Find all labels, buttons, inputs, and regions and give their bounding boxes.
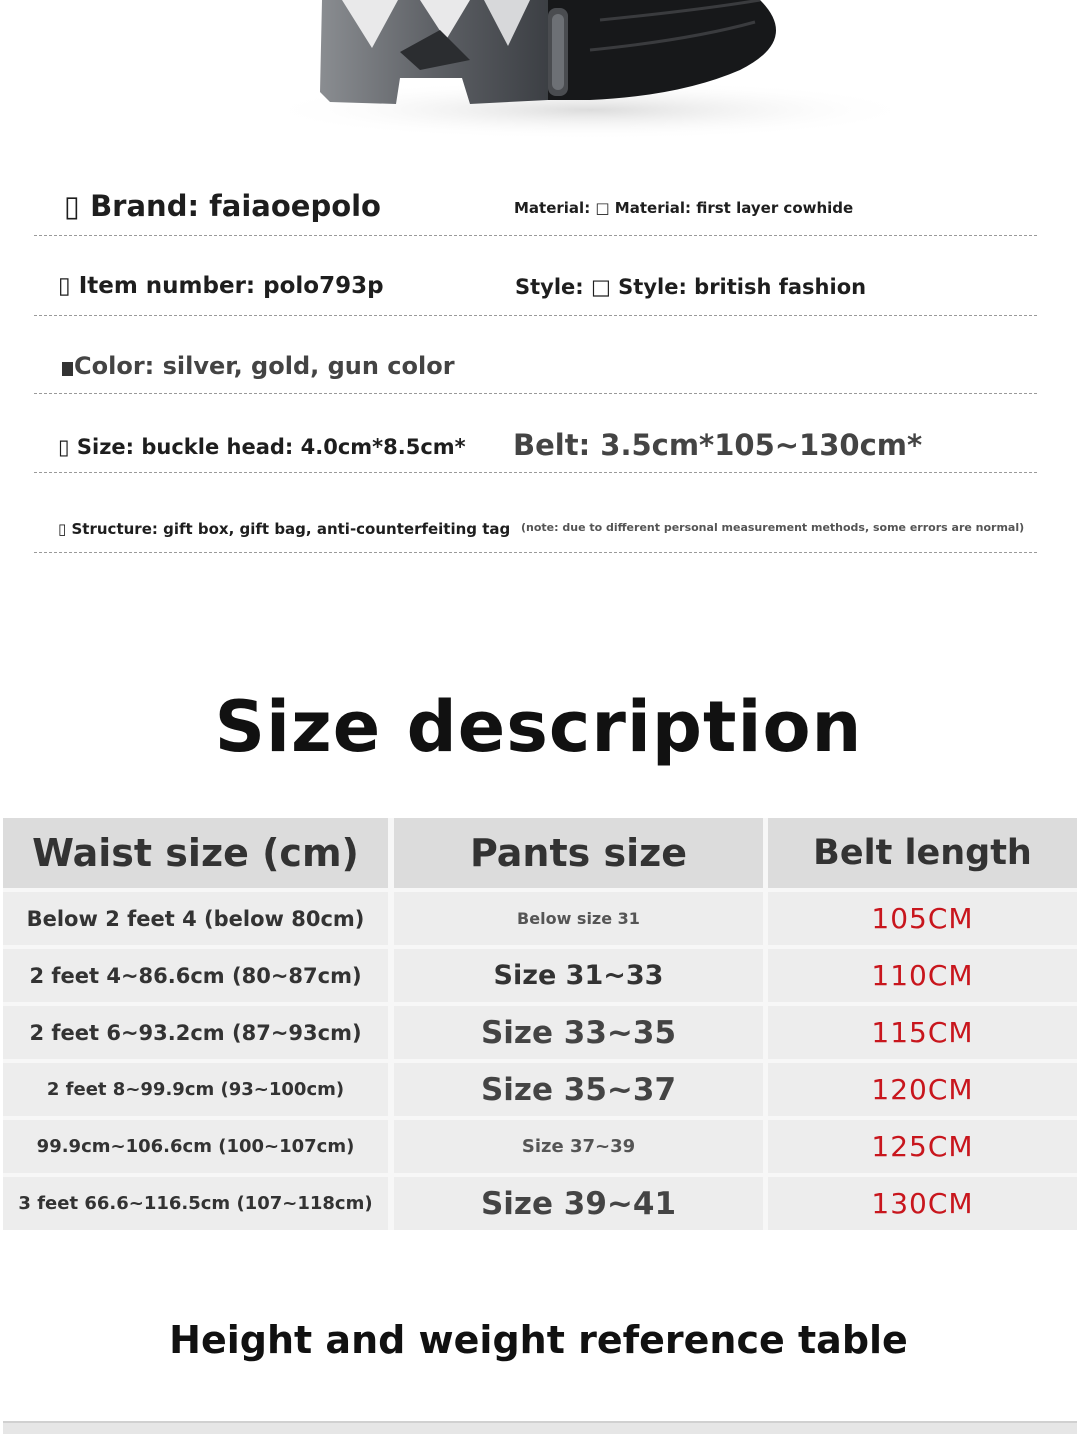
color-text: Color: silver, gold, gun color (74, 352, 455, 380)
table-cell-belt-length: 115CM (768, 1006, 1077, 1059)
size-description-title: Size description (214, 686, 863, 768)
table-cell-belt-length: 125CM (768, 1120, 1077, 1173)
size-table (3, 818, 1077, 1230)
table-cell-waist: 2 feet 4~86.6cm (80~87cm) (3, 949, 388, 1002)
belt-size-text: Belt: 3.5cm*105~130cm* (513, 428, 923, 462)
material-text: Material: □ Material: first layer cowhide (514, 199, 854, 217)
buckle-size-text: Size: buckle head: 4.0cm*8.5cm* (76, 435, 466, 459)
spec-row-item (34, 255, 1037, 316)
color-swatch-icon (62, 362, 73, 376)
structure-text: Structure: gift box, gift bag, anti-counterfeiting tag (71, 520, 511, 538)
table-cell-pants: Size 35~37 (394, 1063, 763, 1116)
table-cell-pants: Size 37~39 (394, 1120, 763, 1173)
table-cell-waist: 3 feet 66.6~116.5cm (107~118cm) (3, 1177, 388, 1230)
table-cell-pants: Size 39~41 (394, 1177, 763, 1230)
table-cell-waist: 2 feet 8~99.9cm (93~100cm) (3, 1063, 388, 1116)
table-cell-waist: 99.9cm~106.6cm (100~107cm) (3, 1120, 388, 1173)
note-text: (note: due to different personal measurement methods, some errors are normal) (521, 521, 1025, 534)
style-text: Style: □ Style: british fashion (515, 275, 867, 299)
header-belt-length: Belt length (768, 818, 1077, 888)
spec-row-size (34, 412, 1037, 473)
table-cell-belt-length: 120CM (768, 1063, 1077, 1116)
table-cell-waist: 2 feet 6~93.2cm (87~93cm) (3, 1006, 388, 1059)
square-icon: ▯ (58, 520, 67, 538)
table-cell-belt-length: 110CM (768, 949, 1077, 1002)
table-cell-pants: Size 33~35 (394, 1006, 763, 1059)
header-waist-size: Waist size (cm) (3, 818, 388, 888)
table-cell-waist: Below 2 feet 4 (below 80cm) (3, 892, 388, 945)
table-cell-belt-length: 105CM (768, 892, 1077, 945)
square-icon: ▯ (58, 273, 71, 299)
product-photo (0, 0, 1077, 160)
brand-text: Brand: faiaoepolo (90, 189, 381, 223)
spec-row-brand (34, 175, 1037, 236)
table-top-edge (3, 1421, 1077, 1434)
item-number-text: Item number: polo793p (78, 273, 384, 299)
height-weight-title: Height and weight reference table (169, 1318, 908, 1362)
header-pants-size: Pants size (394, 818, 763, 888)
table-cell-belt-length: 130CM (768, 1177, 1077, 1230)
table-cell-pants: Size 31~33 (394, 949, 763, 1002)
spec-row-color (34, 335, 1037, 394)
spec-row-structure (34, 492, 1037, 553)
square-icon: ▯ (64, 189, 80, 223)
table-cell-pants: Below size 31 (394, 892, 763, 945)
square-icon: ▯ (58, 435, 70, 459)
